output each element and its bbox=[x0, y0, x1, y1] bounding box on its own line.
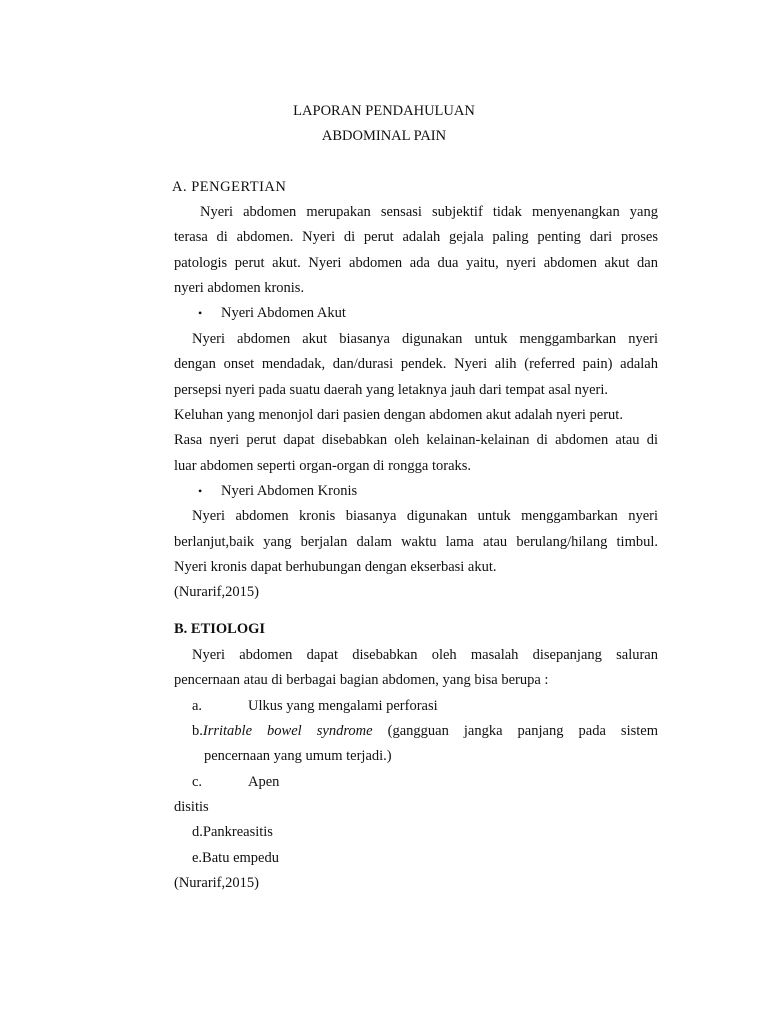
section-b-intro-line: Nyeri abdomen dapat disebabkan oleh masalah disepanjang saluran bbox=[192, 647, 658, 663]
list-item-text: (gangguan jangka panjang pada sistem bbox=[372, 723, 658, 739]
term-italic: Irritable bowel syndrome bbox=[202, 723, 373, 739]
section-a-intro-line: patologis perut akut. Nyeri abdomen ada dua yaitu, nyeri abdomen akut dan bbox=[174, 255, 658, 271]
akut-subheading: Nyeri Abdomen Akut bbox=[221, 305, 346, 321]
list-item-continuation: pencernaan yang umum terjadi.) bbox=[204, 748, 392, 764]
list-marker: b. bbox=[192, 723, 203, 739]
section-a-intro-line: terasa di abdomen. Nyeri di perut adalah gejala paling penting dari proses bbox=[174, 229, 658, 245]
document-title: LAPORAN PENDAHULUAN bbox=[293, 103, 475, 119]
akut-text-line: Nyeri abdomen akut biasanya digunakan untuk menggambarkan nyeri bbox=[192, 331, 658, 347]
list-item: Apen bbox=[248, 774, 280, 790]
bullet-icon: • bbox=[198, 484, 203, 498]
list-item: e.Batu empedu bbox=[192, 850, 279, 866]
section-a-intro-line: Nyeri abdomen merupakan sensasi subjektif tidak menyenangkan yang bbox=[200, 204, 658, 220]
kronis-text-line: Nyeri abdomen kronis biasanya digunakan untuk menggambarkan nyeri bbox=[192, 508, 658, 524]
document-subtitle: ABDOMINAL PAIN bbox=[321, 128, 447, 144]
citation: (Nurarif,2015) bbox=[174, 584, 259, 600]
kronis-text-line: Nyeri kronis dapat berhubungan dengan ekserbasi akut. bbox=[174, 559, 497, 575]
section-a-intro-line: nyeri abdomen kronis. bbox=[174, 280, 305, 296]
akut-text-line: dengan onset mendadak, dan/durasi pendek. Nyeri alih (referred pain) adalah bbox=[174, 356, 658, 372]
list-item: Ulkus yang mengalami perforasi bbox=[248, 698, 438, 714]
bullet-icon: • bbox=[198, 306, 203, 320]
section-a-heading: A. PENGERTIAN bbox=[172, 179, 287, 195]
citation: (Nurarif,2015) bbox=[174, 875, 259, 891]
list-marker: c. bbox=[192, 774, 203, 790]
list-item: d.Pankreasitis bbox=[192, 824, 273, 840]
list-item bbox=[192, 722, 658, 740]
list-marker: a. bbox=[192, 698, 203, 714]
section-b-intro-line: pencernaan atau di berbagai bagian abdomen, yang bisa berupa : bbox=[174, 672, 549, 688]
kronis-text-line: berlanjut,baik yang berjalan dalam waktu lama atau berulang/hilang timbul. bbox=[174, 534, 658, 550]
kronis-subheading: Nyeri Abdomen Kronis bbox=[221, 483, 358, 499]
akut-text-line: Rasa nyeri perut dapat disebabkan oleh kelainan-kelainan di abdomen atau di bbox=[174, 432, 658, 448]
akut-text-line: luar abdomen seperti organ-organ di rongga toraks. bbox=[174, 458, 472, 474]
section-b-heading: B. ETIOLOGI bbox=[174, 621, 266, 637]
akut-text-line: persepsi nyeri pada suatu daerah yang letaknya jauh dari tempat asal nyeri. bbox=[174, 382, 609, 398]
akut-text-line: Keluhan yang menonjol dari pasien dengan abdomen akut adalah nyeri perut. bbox=[174, 407, 623, 423]
list-item-continuation: disitis bbox=[174, 799, 209, 815]
